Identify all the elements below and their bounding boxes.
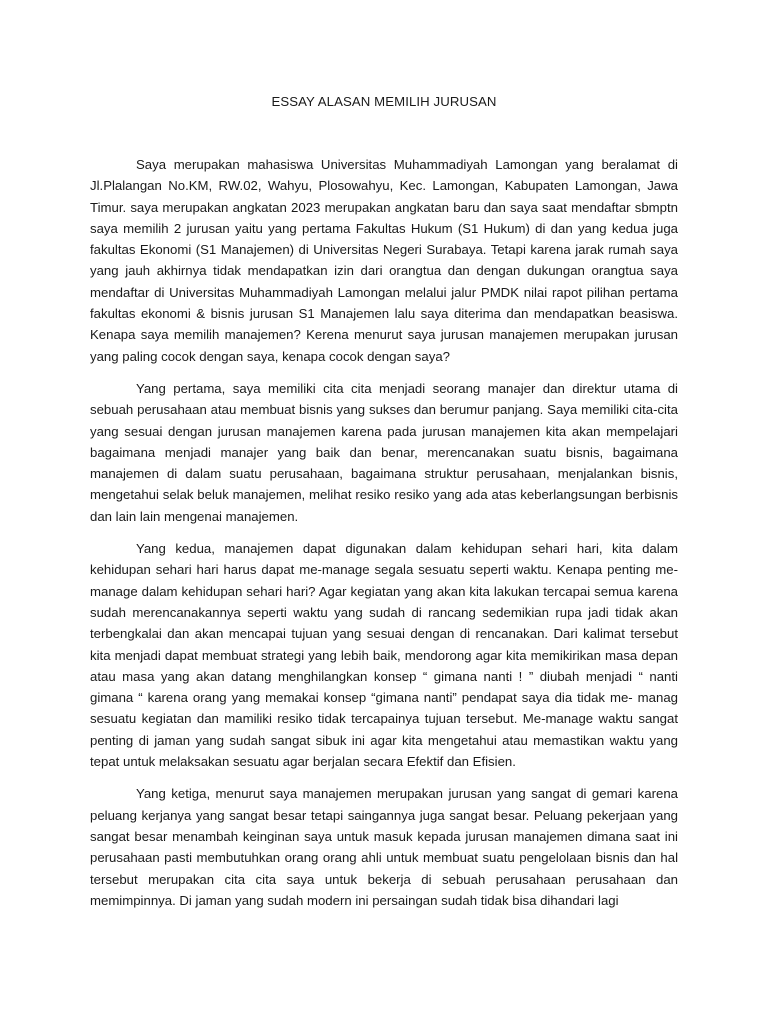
essay-body (90, 154, 678, 922)
paragraph-third-reason: Yang ketiga, menurut saya manajemen merupakan jurusan yang sangat di gemari karena peluang kerjanya yang sangat besar tetapi saingannya juga sangat besar. Peluang pekerjaan yang sangat besar menambah keinginan saya untuk masuk kepada jurusan manajemen dimana saat ini perusahaan pasti membutuhkan orang orang ahli untuk membuat suatu pengelolaan bisnis dan hal tersebut merupakan cita cita saya untuk bekerja di sebuah perusahaan perusahaan dan memimpinnya. Di jaman yang sudah modern ini persaingan sudah tidak bisa dihandari lagi (90, 786, 678, 908)
paragraph-intro: Saya merupakan mahasiswa Universitas Muhammadiyah Lamongan yang beralamat di Jl.Plalangan No.KM, RW.02, Wahyu, Plosowahyu, Kec. Lamongan, Kabupaten Lamongan, Jawa Timur. saya merupakan angkatan 2023 merupakan angkatan baru dan saya saat mendaftar sbmptn saya memilih 2 jurusan yaitu yang pertama Fakultas Hukum (S1 Hukum) di dan yang kedua juga fakultas Ekonomi (S1 Manajemen) di Universitas Negeri Surabaya. Tetapi karena jarak rumah saya yang jauh akhirnya tidak mendapatkan izin dari orangtua dan dengan dukungan orangtua saya mendaftar di Universitas Muhammadiyah Lamongan melalui jalur PMDK nilai rapot pilihan pertama fakultas ekonomi & bisnis jurusan S1 Manajemen lalu saya diterima dan mendapatkan beasiswa. Kenapa saya memilih manajemen? Kerena menurut saya jurusan manajemen merupakan jurusan yang paling cocok dengan saya, kenapa cocok dengan saya? (90, 157, 678, 364)
essay-title: ESSAY ALASAN MEMILIH JURUSAN (271, 94, 497, 109)
paragraph-first-reason: Yang pertama, saya memiliki cita cita menjadi seorang manajer dan direktur utama di sebuah perusahaan atau membuat bisnis yang sukses dan berumur panjang. Saya memiliki cita-cita yang sesuai dengan jurusan manajemen karena pada jurusan manajemen kita akan mempelajari bagaimana menjadi manajer yang baik dan benar, merencanakan suatu bisnis, bagaimana manajemen di dalam suatu perusahaan, bagaimana struktur perusahaan, menjalankan bisnis, mengetahui selak beluk manajemen, melihat resiko resiko yang ada atas keberlangsungan berbisnis dan lain lain mengenai manajemen. (90, 380, 678, 524)
paragraph-second-reason: Yang kedua, manajemen dapat digunakan dalam kehidupan sehari hari, kita dalam kehidupan sehari hari harus dapat me-manage segala sesuatu seperti waktu. Kenapa penting me-manage dalam kehidupan sehari hari? Agar kegiatan yang akan kita lakukan tercapai semua karena sudah merencanakannya seperti waktu yang sudah di rancang sedemikian rupa jadi tidak akan terbengkalai dan akan mencapai tujuan yang sesuai dengan di rencanakan. Dari kalimat tersebut kita menjadi dapat membuat strategi yang lebih baik, mendorong agar kita memikirikan masa depan atau masa yang akan datang menghilangkan konsep “ gimana nanti ! ” diubah menjadi “ nanti gimana “ karena orang yang memakai konsep “gimana nanti” pendapat saya dia tidak me- manag sesuatu kegiatan dan mamiliki resiko tidak tercapainya tujuan tersebut. Me-manage waktu sangat penting di jaman yang sudah sangat sibuk ini agar kita mengetahui atau memastikan waktu yang tepat untuk melaksakan sesuatu agar berjalan secara Efektif dan Efisien. (90, 541, 678, 770)
